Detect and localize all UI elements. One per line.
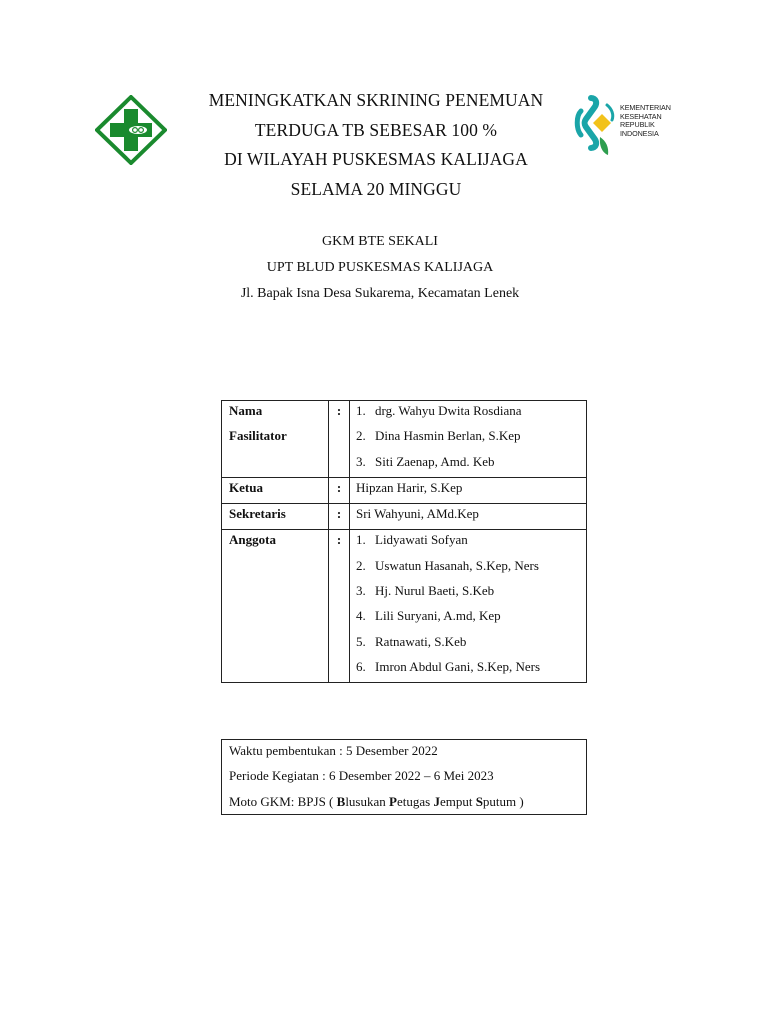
subheader [180, 229, 580, 307]
sekretaris-label: Sekretaris [222, 504, 329, 530]
fasilitator-list [350, 401, 587, 478]
info-box [221, 739, 587, 815]
title-line-1: MENINGKATKAN SKRINING PENEMUAN [208, 90, 544, 110]
ketua-label: Ketua [222, 477, 329, 503]
kemenkes-logo [573, 95, 673, 161]
colon-cell: : [329, 530, 350, 683]
address: Jl. Bapak Isna Desa Sukarema, Kecamatan Lenek [240, 286, 520, 301]
sekretaris-value: Sri Wahyuni, AMd.Kep [350, 504, 587, 530]
anggota-label: Anggota [222, 530, 329, 683]
title-line-2: TERDUGA TB SEBESAR 100 % [254, 119, 498, 140]
institution-name: UPT BLUD PUSKESMAS KALIJAGA [266, 260, 494, 275]
title-line-4: SELAMA 20 MINGGU [290, 178, 462, 199]
list-item: 5. Ratnawati, S.Keb [356, 633, 467, 649]
anggota-list [350, 530, 587, 683]
colon-cell: : [329, 504, 350, 530]
members-table [221, 400, 587, 683]
list-item: 3. Hj. Nurul Baeti, S.Keb [356, 583, 495, 599]
activity-period: Periode Kegiatan : 6 Desember 2022 – 6 Mei 2023 [229, 768, 494, 784]
list-item: 1. Lidyawati Sofyan [356, 532, 468, 548]
table-row [222, 401, 587, 478]
document-title [190, 86, 562, 204]
list-item: 6. Imron Abdul Gani, S.Kep, Ners [356, 658, 541, 674]
ketua-value: Hipzan Harir, S.Kep [350, 477, 587, 503]
list-item: 4. Lili Suryani, A.md, Kep [356, 608, 501, 624]
title-line-3: DI WILAYAH PUSKESMAS KALIJAGA [224, 149, 528, 169]
table-row [222, 477, 587, 503]
colon-cell: : [329, 401, 350, 478]
list-item: 3. Siti Zaenap, Amd. Keb [356, 453, 495, 469]
list-item: 2. Dina Hasmin Berlan, S.Kep [356, 428, 521, 444]
puskesmas-logo [95, 95, 167, 170]
fasilitator-label: Nama Fasilitator [222, 401, 329, 478]
gkm-motto: Moto GKM: BPJS ( Blusukan Petugas Jemput Sputum ) [229, 793, 524, 809]
gkm-name: GKM BTE SEKALI [322, 234, 438, 249]
formation-date: Waktu pembentukan : 5 Desember 2022 [229, 743, 438, 758]
list-item: 1. drg. Wahyu Dwita Rosdiana [356, 403, 522, 418]
colon-cell: : [329, 477, 350, 503]
kemenkes-wordmark: KEMENTERIAN KESEHATAN REPUBLIK INDONESIA [620, 103, 671, 138]
list-item: 2. Uswatun Hasanah, S.Kep, Ners [356, 557, 539, 573]
puskesmas-logo-icon [95, 95, 167, 165]
kemenkes-logo-icon [573, 95, 619, 161]
table-row [222, 530, 587, 683]
table-row [222, 504, 587, 530]
